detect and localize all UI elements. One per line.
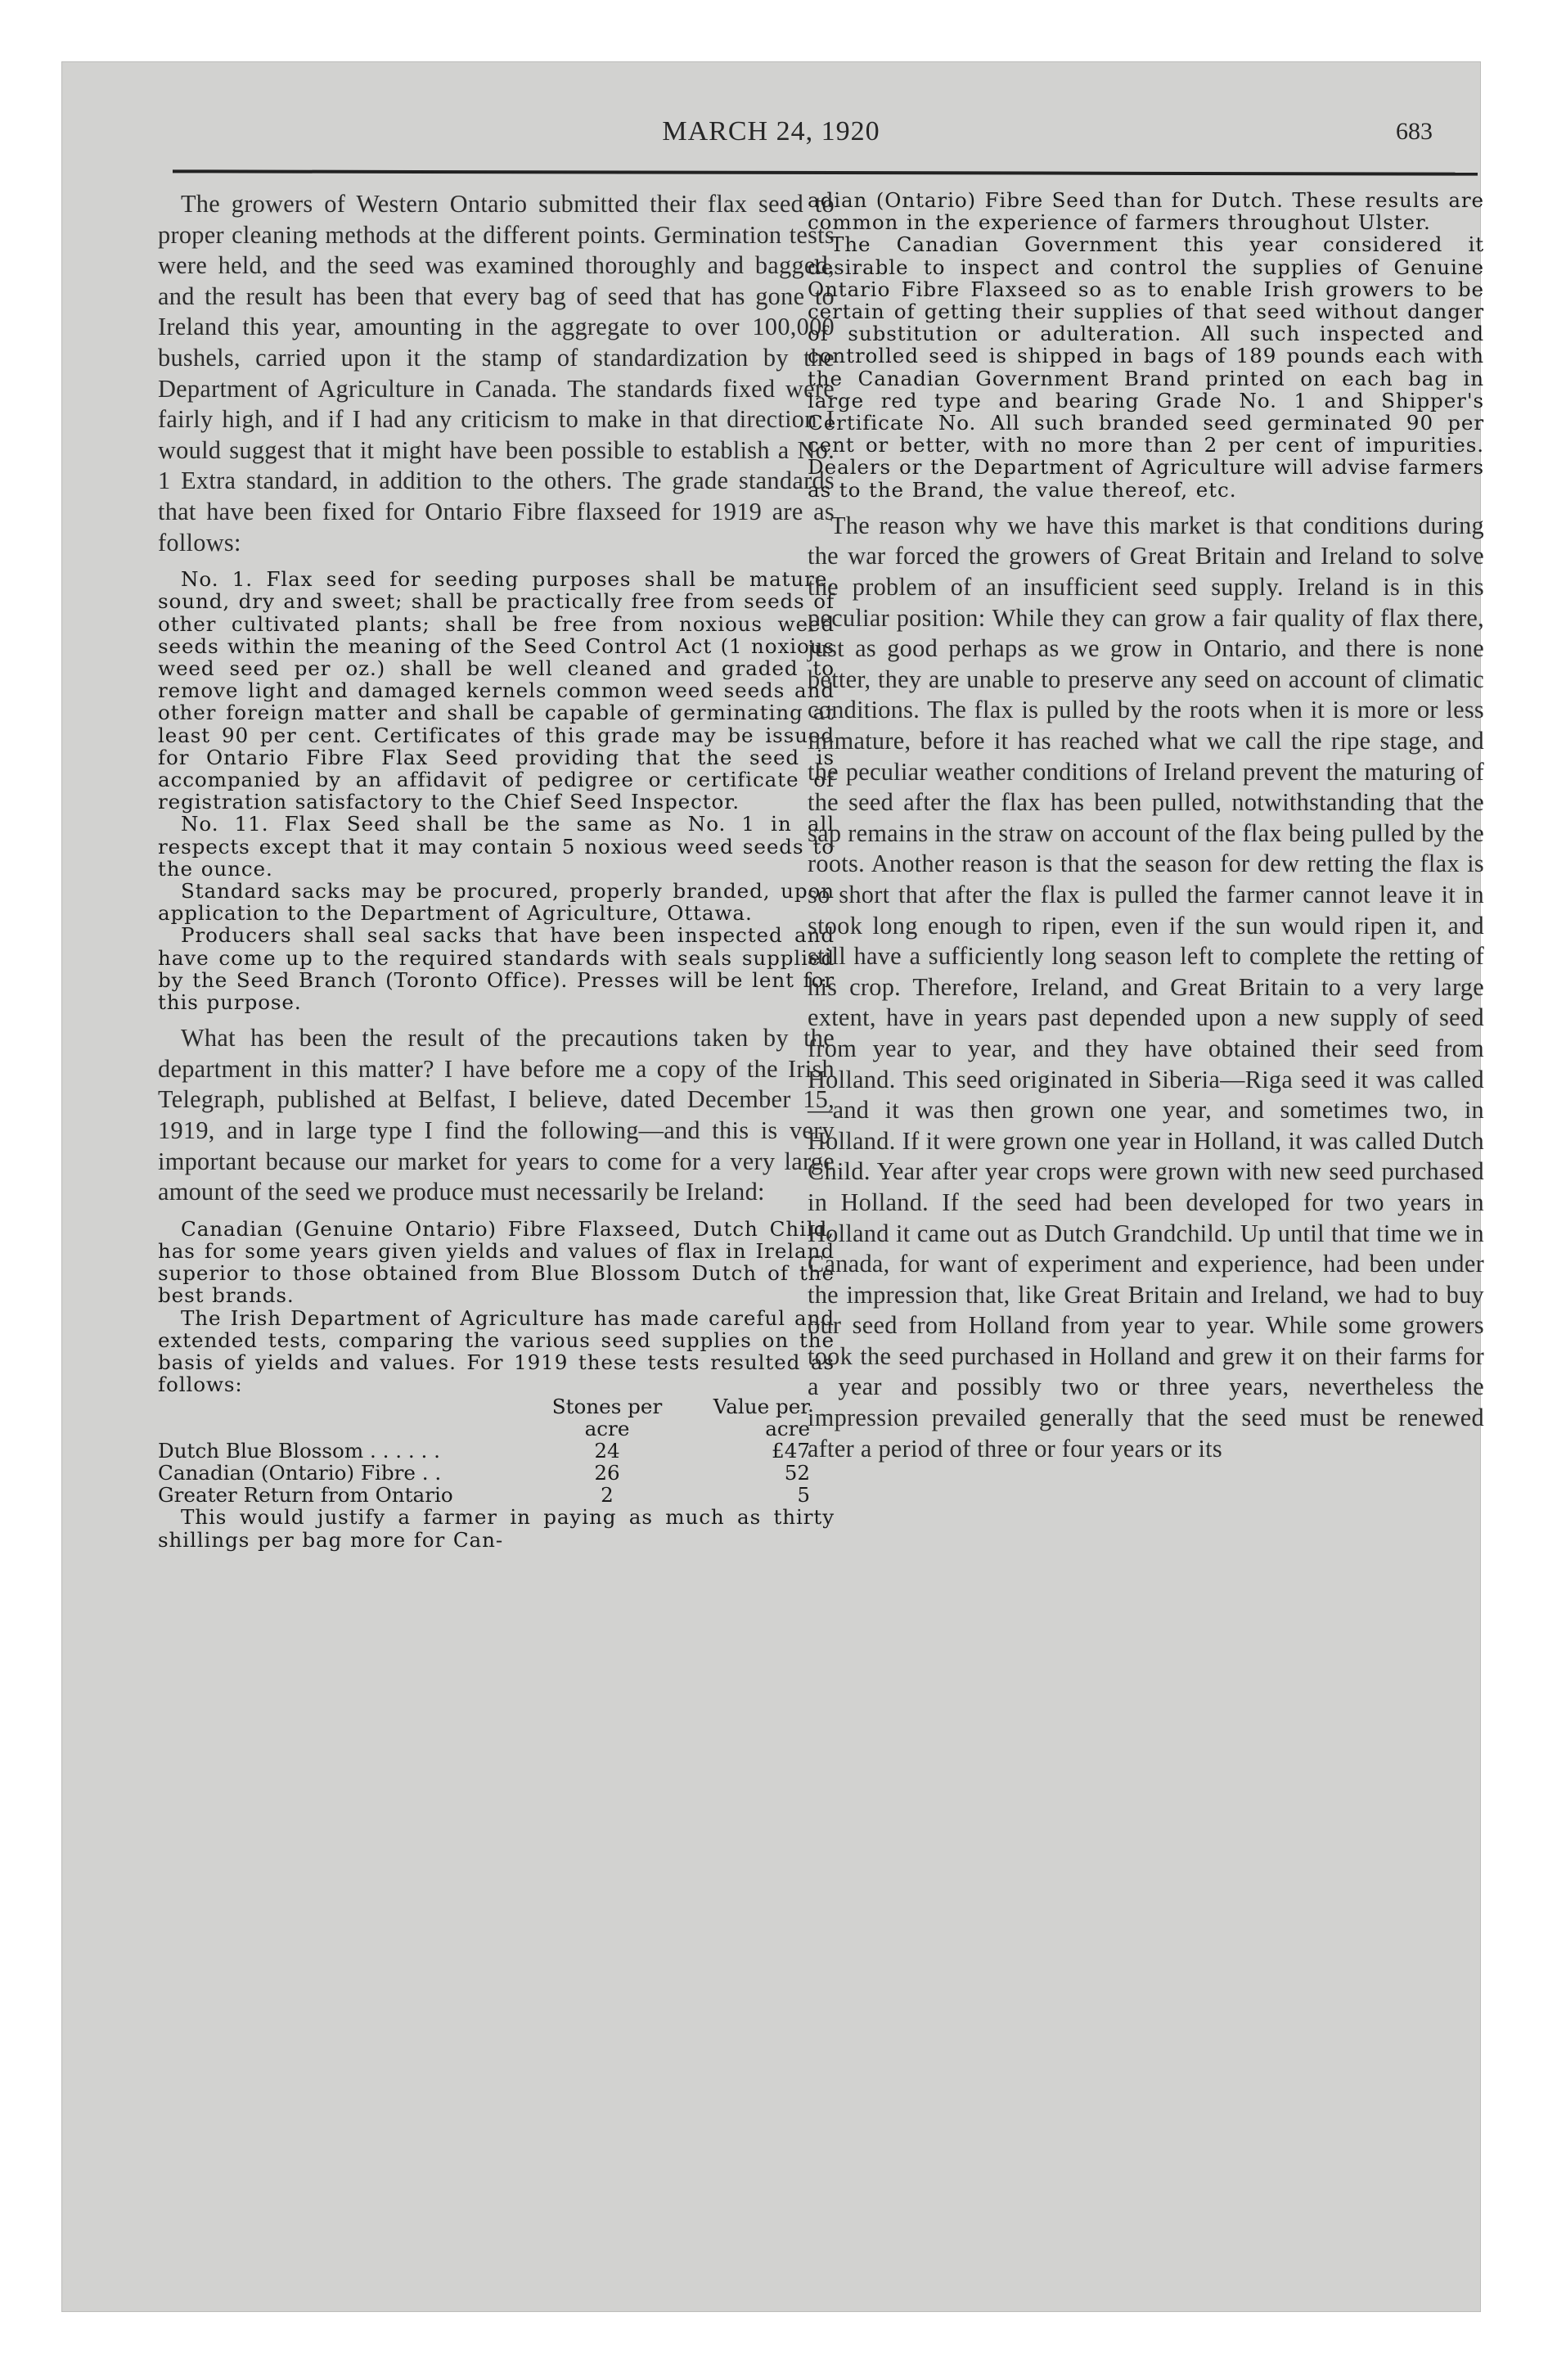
quoted-paragraph: adian (Ontario) Fibre Seed than for Dutch. These results are common in the experience of farmers throughout Ulster. xyxy=(808,188,1484,235)
table-header-cell: Value per acre xyxy=(713,1395,810,1441)
table-cell: 5 xyxy=(797,1483,810,1508)
table-row xyxy=(158,1484,835,1506)
page-number: 683 xyxy=(1396,118,1433,145)
header-rule xyxy=(173,169,1478,175)
body-paragraph: The growers of Western Ontario submitted their flax seed to proper cleaning methods at the different points. Germination tests were held, and the seed was examined thoroughly and bagged, and the result has been that every bag of seed that has gone to Ireland this year, amounting in the aggregate to over 100,000 bushels, carried upon it the stamp of standardization by the Department of Agriculture in Canada. The standards fixed were fairly high, and if I had any criticism to make in that direction I would suggest that it might have been possible to establish a No. 1 Extra standard, in addition to the others. The grade standards that have been fixed for Ontario Fibre flaxseed for 1919 are as follows: xyxy=(158,190,835,557)
quoted-paragraph: Canadian (Genuine Ontario) Fibre Flaxseed, Dutch Child, has for some years given yields and values of flax in Ireland superior to those obtained from Blue Blossom Dutch of the best brands. xyxy=(158,1216,835,1308)
running-head xyxy=(62,116,1480,152)
quoted-paragraph: The Irish Department of Agriculture has made careful and extended tests, comparing the various seed supplies on the basis of yields and values. For 1919 these tests resulted as follows: xyxy=(158,1305,835,1397)
table-cell: Dutch Blue Blossom . . . . . . xyxy=(158,1439,440,1463)
table-row xyxy=(158,1440,835,1462)
body-paragraph: The reason why we have this market is that conditions during the war forced the growers of Great Britain and Ireland to solve the problem of an insufficient seed supply. Ireland is in this peculiar position: While they can grow a fair quality of flax there, just as good perhaps as we grow in Ontario, and there is none better, they are unable to preserve any seed on account of climatic conditions. The flax is pulled by the roots when it is more or less immature, before it has reached what we call the ripe stage, and the peculiar weather conditions of Ireland prevent the maturing of the seed after the flax has been pulled, notwithstanding that the sap remains in the straw on account of the flax being pulled by the roots. Another reason is that the season for dew retting the flax is so short that after the flax is pulled the farmer cannot leave it in stook long enough to ripen, even if the sun would ripen it, and still have a sufficiently long season left to complete the retting of his crop. Therefore, Ireland, and Great Britain to a very large extent, have in years past depended upon a new supply of seed from year to year, and they have obtained their seed from Holland. This seed originated in Siberia—Riga seed it was called—and it was then grown one year, and sometimes two, in Holland. If it were grown one year in Holland, it was called Dutch Child. Year after year crops were grown with new seed purchased in Holland. If the seed had been developed for two years in Holland it came out as Dutch Grandchild. Up until that time we in Canada, for want of experiment and experience, had been under the impression that, like Great Britain and Ireland, we had to buy our seed from Holland from year to year. While some growers took the seed purchased in Holland and grew it on their farms for a year and possibly two or three years, nevertheless the impression prevailed generally that the seed must be renewed after a period of three or four years or its xyxy=(808,511,1484,1463)
table-cell: 52 xyxy=(784,1461,810,1485)
table-row xyxy=(158,1462,835,1484)
table-cell: 2 xyxy=(601,1483,614,1508)
quoted-paragraph: No. 1. Flax seed for seeding purposes shall be mature, sound, dry and sweet; shall be practically free from seeds of other cultivated plants; shall be free from noxious weed seeds within the meaning of the Seed Control Act (1 noxious weed seed per oz.) shall be well cleaned and graded to remove light and damaged kernels common weed seeds and other foreign matter and shall be capable of germinating at least 90 per cent. Certificates of this grade may be issued for Ontario Fibre Flax Seed providing that the seed is accompanied by an affidavit of pedigree or certificate of registration satisfactory to the Chief Seed Inspector. xyxy=(158,567,835,814)
quoted-paragraph: No. 11. Flax Seed shall be the same as No. 1 in all respects except that it may contain 5 noxious weed seeds to the ounce. xyxy=(158,812,835,881)
body-paragraph: What has been the result of the precautions taken by the department in this matter? I have before me a copy of the Irish Telegraph, published at Belfast, I believe, dated December 15, 1919, and in large type I find the following—and this is very important because our market for years to come for a very large amount of the seed we produce must necessarily be Ireland: xyxy=(158,1024,835,1206)
table-cell: Canadian (Ontario) Fibre . . xyxy=(158,1461,442,1485)
table-cell: £47 xyxy=(772,1439,810,1463)
table-header-cell xyxy=(158,1395,551,1440)
table-cell: 24 xyxy=(594,1439,620,1463)
table-cell: 26 xyxy=(594,1461,620,1485)
table-header-row xyxy=(158,1395,835,1440)
yield-table xyxy=(158,1395,835,1506)
table-cell: Greater Return from Ontario xyxy=(158,1483,453,1508)
quoted-paragraph: This would justify a farmer in paying as much as thirty shillings per bag more for Can- xyxy=(158,1505,835,1552)
right-column xyxy=(808,189,1484,1464)
scanned-page xyxy=(61,61,1484,2312)
quoted-paragraph: Producers shall seal sacks that have been inspected and have come up to the required standards with seals supplied by the Seed Branch (Toronto Office). Presses will be lent for this purpose. xyxy=(158,923,835,1014)
table-header-cell: Stones per acre xyxy=(551,1395,663,1441)
quoted-paragraph: The Canadian Government this year considered it desirable to inspect and control the supplies of Genuine Ontario Fibre Flaxseed so as to enable Irish growers to be certain of getting their supplies of that seed without danger of substitution or adulteration. All such inspected and controlled seed is shipped in bags of 189 pounds each with the Canadian Government Brand printed on each bag in large red type and bearing Grade No. 1 and Shipper's Certificate No. All such branded seed germinated 90 per cent or better, with no more than 2 per cent of impurities. Dealers or the Department of Agriculture will advise farmers as to the Brand, the value thereof, etc. xyxy=(808,232,1484,502)
quoted-paragraph: Standard sacks may be procured, properly branded, upon application to the Department of Agriculture, Ottawa. xyxy=(158,878,835,926)
left-column xyxy=(158,189,835,1551)
issue-date: MARCH 24, 1920 xyxy=(662,116,880,146)
